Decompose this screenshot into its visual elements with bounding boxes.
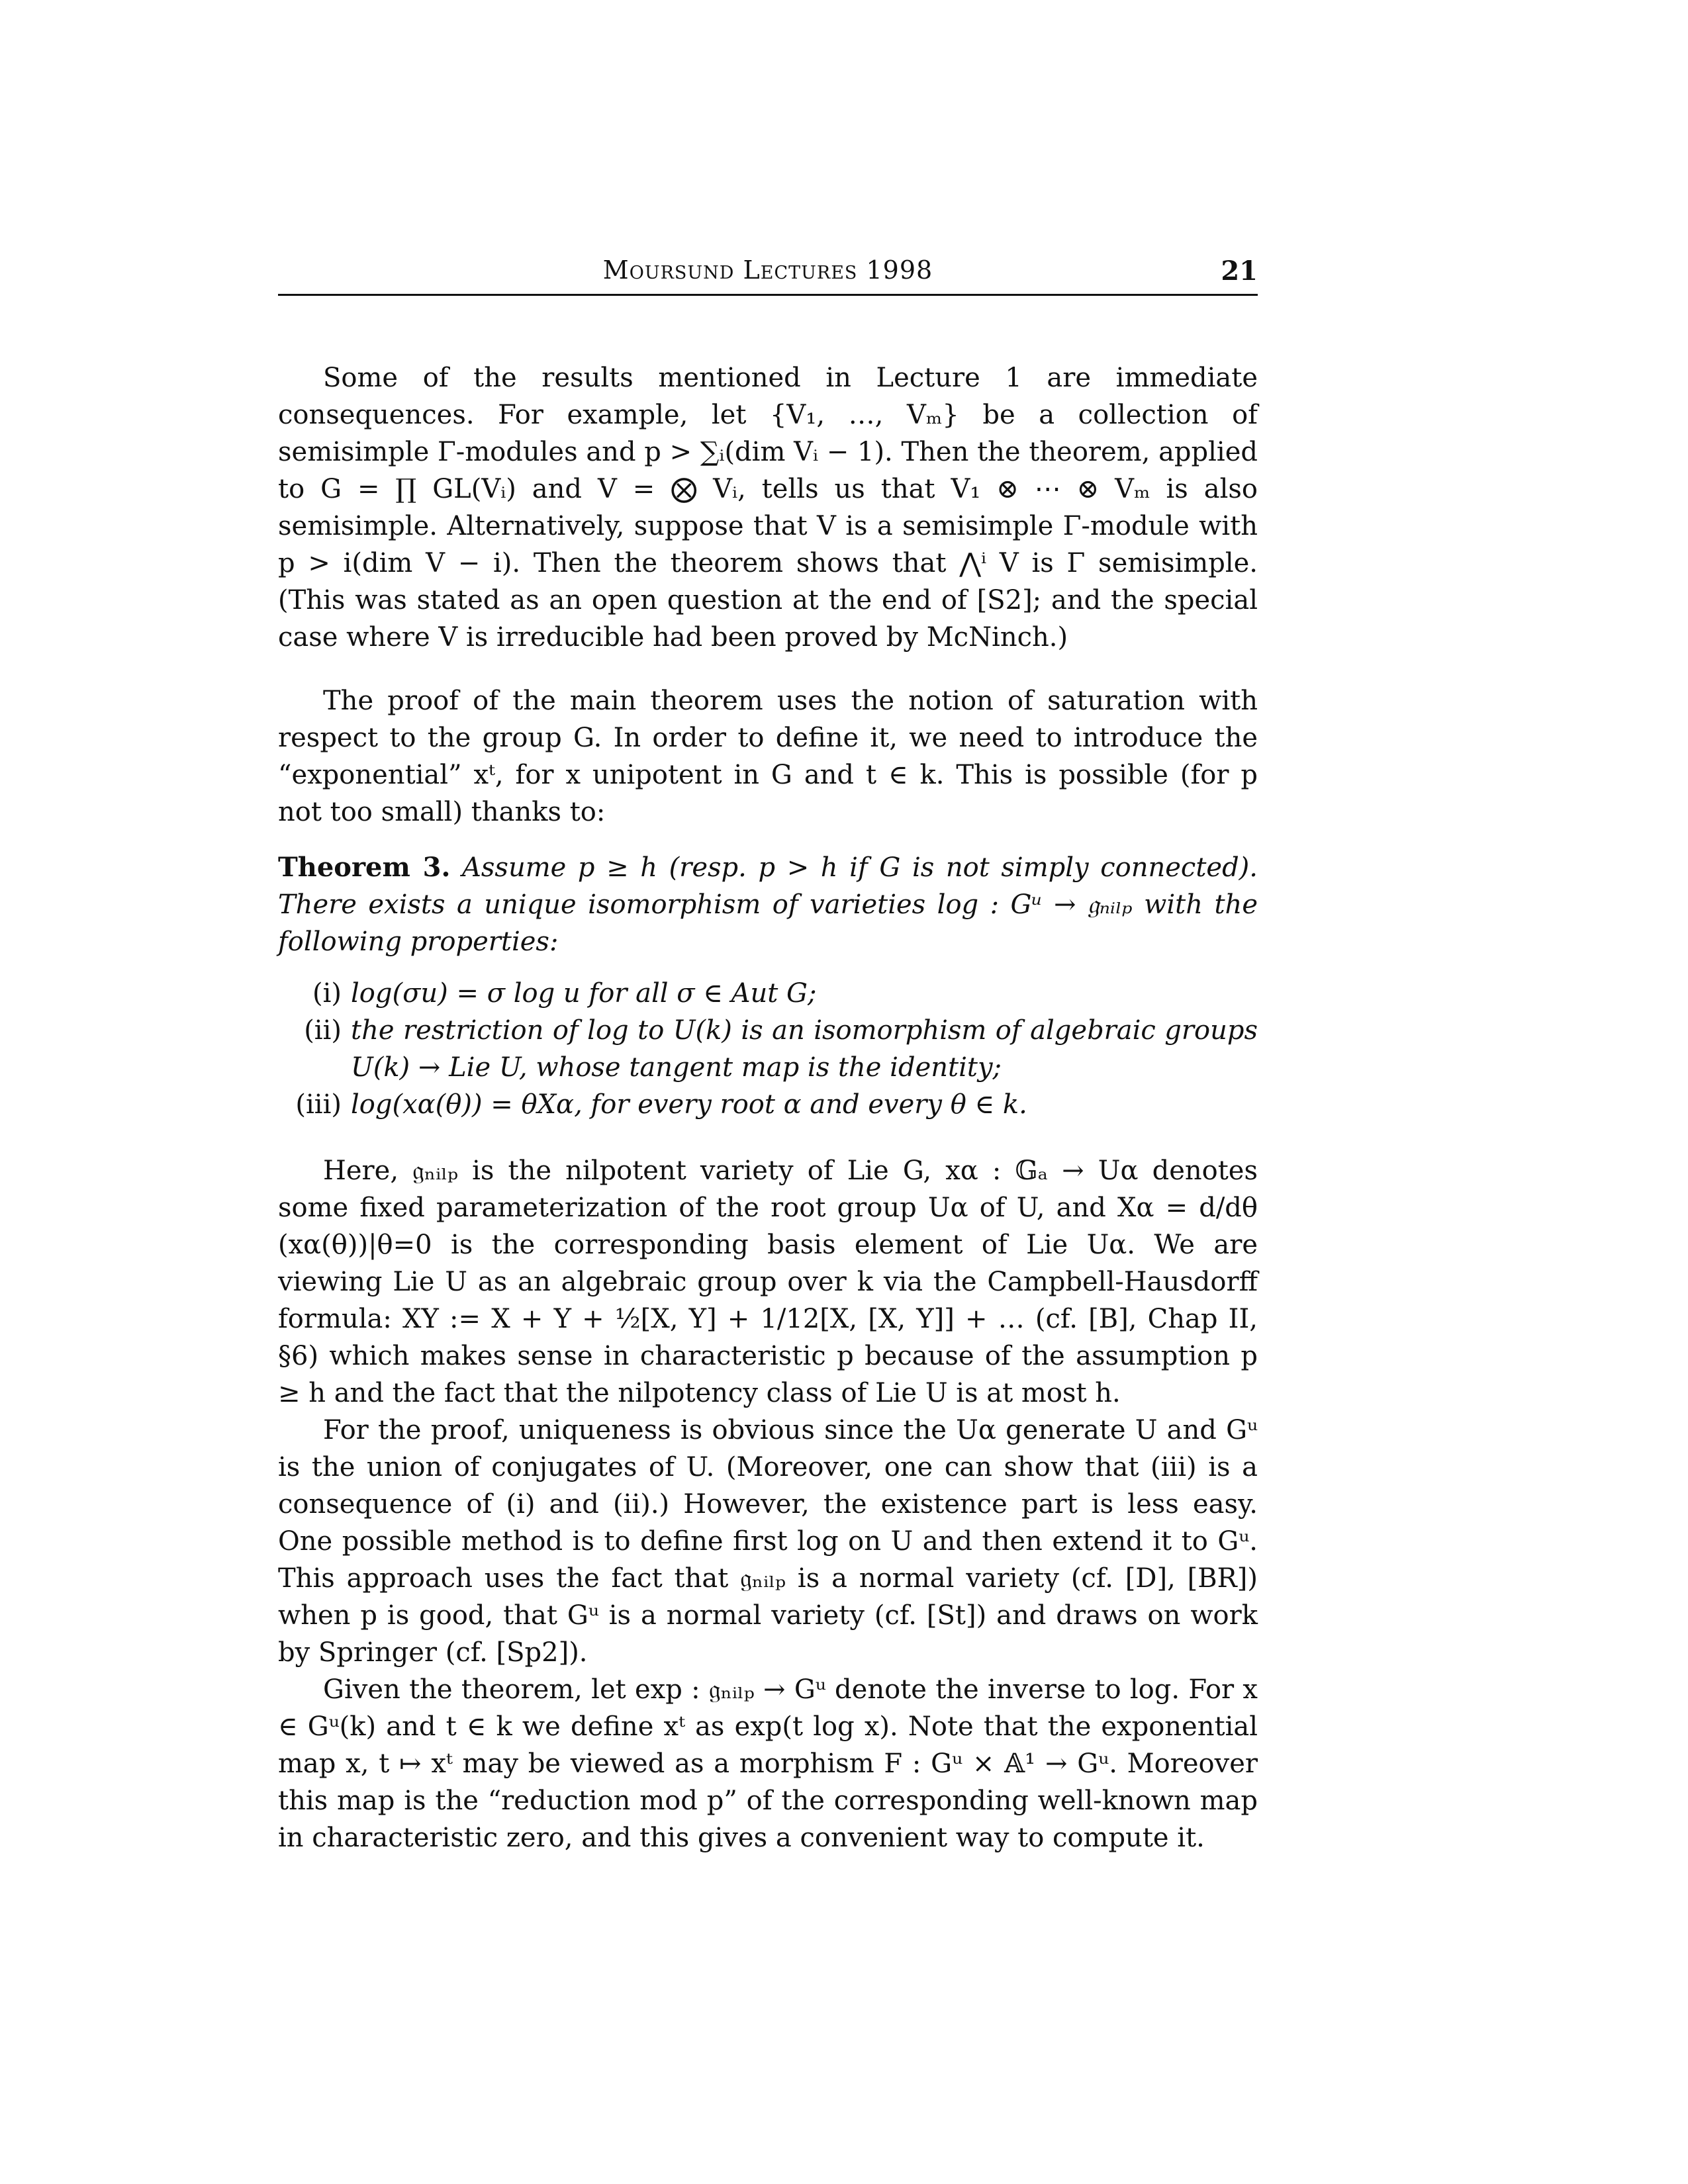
property-label: (ii) [304, 1015, 342, 1046]
running-title: Moursund Lectures 1998 [602, 255, 933, 285]
property-text: log(σu) = σ log u for all σ ∈ Aut G; [351, 978, 817, 1009]
property-item [278, 1086, 1258, 1123]
body-text [278, 359, 1258, 1856]
property-label: (i) [312, 978, 342, 1009]
property-text: the restriction of log to U(k) is an isomorphism of algebraic groups U(k) → Lie U, whose tangent map is the identity; [351, 1015, 1258, 1083]
paragraph-proof: For the proof, uniqueness is obvious since the Uα generate U and Gᵘ is the union of conjugates of U. (Moreover, one can show that (iii) is a consequence of (i) and (ii).) However, the existence part is less easy. One possible method is to define first log on U and then extend it to Gᵘ. This approach uses the fact that 𝔤ₙᵢₗₚ is a normal variety (cf. [D], [BR]) when p is good, that Gᵘ is a normal variety (cf. [St]) and draws on work by Springer (cf. [Sp2]). [278, 1415, 1258, 1668]
theorem-label: Theorem 3. [278, 852, 451, 883]
page [278, 251, 1258, 1856]
theorem-statement: Assume p ≥ h (resp. p > h if G is not simply connected). There exists a unique isomorphism of varieties log : Gᵘ → 𝔤ₙᵢₗₚ with the following properties: [278, 852, 1258, 957]
running-head [278, 251, 1258, 296]
paragraph-consequences: Some of the results mentioned in Lecture 1 are immediate consequences. For example, let {V₁, …, Vₘ} be a collection of semisimple Γ-modules and p > ∑ᵢ(dim Vᵢ − 1). Then the theorem, applied to G = ∏ GL(Vᵢ) and V = ⨂ Vᵢ, tells us that V₁ ⊗ ⋯ ⊗ Vₘ is also semisimple. Alternatively, suppose that V is a semisimple Γ-module with p > i(dim V − i). Then the theorem shows that ⋀ⁱ V is Γ semisimple. (This was stated as an open question at the end of [S2]; and the special case where V is irreducible had been proved by McNinch.) [278, 363, 1258, 653]
property-text: log(xα(θ)) = θXα, for every root α and every θ ∈ k. [351, 1089, 1027, 1120]
property-label: (iii) [295, 1089, 342, 1120]
paragraph-saturation: The proof of the main theorem uses the notion of saturation with respect to the group G. In order to define it, we need to introduce the “exponential” xᵗ, for x unipotent in G and t ∈ k. This is possible (for p not too small) thanks to: [278, 686, 1258, 827]
theorem-properties [278, 975, 1258, 1123]
paragraph-nilpotent-variety: Here, 𝔤ₙᵢₗₚ is the nilpotent variety of Lie G, xα : 𝔾ₐ → Uα denotes some fixed parameterization of the root group Uα of U, and Xα = d/dθ (xα(θ))|θ=0 is the corresponding basis element of Lie Uα. We are viewing Lie U as an algebraic group over k via the Campbell-Hausdorff formula: XY := X + Y + ½[X, Y] + 1/12[X, [X, Y]] + … (cf. [B], Chap II, §6) which makes sense in characteristic p because of the assumption p ≥ h and the fact that the nilpotency class of Lie U is at most h. [278, 1156, 1258, 1408]
theorem-3 [278, 849, 1258, 1123]
paragraph-exponential: Given the theorem, let exp : 𝔤ₙᵢₗₚ → Gᵘ denote the inverse to log. For x ∈ Gᵘ(k) and t ∈ k we define xᵗ as exp(t log x). Note that the exponential map x, t ↦ xᵗ may be viewed as a morphism F : Gᵘ × 𝔸¹ → Gᵘ. Moreover this map is the “reduction mod p” of the corresponding well-known map in characteristic zero, and this gives a convenient way to compute it. [278, 1674, 1258, 1853]
property-item [278, 1012, 1258, 1086]
page-number: 21 [1221, 255, 1258, 287]
property-item [278, 975, 1258, 1012]
